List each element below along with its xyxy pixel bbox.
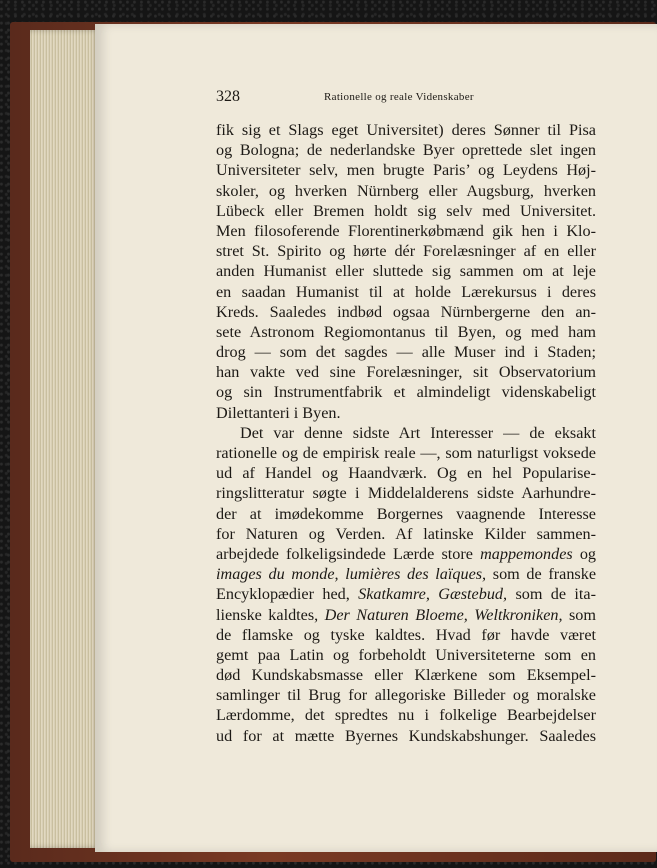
italic-text: images du monde, lumières des laïques, — [216, 565, 487, 584]
text-line: Lübeck eller Bremen holdt sig selv med Universitet. — [216, 201, 596, 220]
text-span: Encyklopædier hed, — [216, 585, 359, 604]
text-line: ud for at mætte Byernes Kundskabshunger. Saaledes — [216, 726, 596, 745]
text-line: drog — som det sagdes — alle Muser ind i Staden; — [216, 343, 596, 362]
text-line: ud af Handel og Haandværk. Og en hel Popularise- — [216, 464, 596, 483]
body-text — [216, 120, 596, 746]
paragraph — [216, 423, 596, 746]
text-line: skoler, og hverken Nürnberg eller Augsburg, hverken — [216, 181, 596, 200]
text-line: de flamske og tyske kaldtes. Hvad før havde været — [216, 625, 596, 644]
italic-text: Skatkamre, Gæstebud, — [358, 585, 508, 604]
page-header — [216, 88, 596, 108]
italic-text: Der Naturen Bloeme, Weltkroniken, — [324, 605, 563, 624]
text-line: Men filosoferende Florentinerkøbmænd gik hen i Klo- — [216, 221, 596, 240]
text-line: død Kundskabsmasse eller Klærkene som Eksempel- — [216, 666, 596, 685]
text-span: og — [572, 544, 597, 563]
text-line: fik sig et Slags eget Universitet) deres Sønner til Pisa — [216, 121, 596, 139]
text-line — [216, 564, 596, 584]
text-line: Lærdomme, det spredtes nu i folkelige Bearbejdelser — [216, 706, 596, 725]
italic-text: mappemondes — [480, 544, 573, 563]
text-line: og sin Instrumentfabrik et almindeligt videnskabeligt — [216, 383, 596, 402]
text-line: for Naturen og Verden. Af latinske Kilder sammen- — [216, 524, 596, 543]
text-line: gemt paa Latin og forbeholdt Universiteterne som en — [216, 645, 596, 664]
text-span: arbejdede folkeligsindede Lærde store — [216, 544, 481, 563]
page-edges — [30, 30, 100, 848]
text-line: han vakte ved sine Forelæsninger, sit Observatorium — [216, 363, 596, 382]
text-line: Det var denne sidste Art Interesser — de eksakt — [240, 423, 596, 442]
running-head: Rationelle og reale Videnskaber — [324, 91, 474, 103]
text-line: en saadan Humanist til at holde Lærekursus i deres — [216, 282, 596, 301]
paragraph — [216, 120, 596, 423]
text-span: lienske kaldtes, — [216, 605, 325, 624]
text-line: der at imødekomme Borgernes vaagnende Interesse — [216, 504, 596, 523]
text-span: som de franske — [486, 565, 597, 584]
text-line: Kreds. Saaledes indbød ogsaa Nürnbergerne den an- — [216, 302, 596, 321]
text-span: som de ita- — [507, 585, 596, 604]
text-line: anden Humanist eller sluttede sig sammen om at leje — [216, 262, 596, 281]
text-line — [216, 584, 596, 604]
text-line: og Bologna; de nederlandske Byer oprettede slet ingen — [216, 141, 596, 160]
page-number: 328 — [216, 88, 240, 105]
text-span: som — [562, 605, 596, 624]
text-line: Universiteter selv, men brugte Paris’ og Leydens Høj- — [216, 161, 596, 180]
text-line — [216, 605, 596, 625]
text-line: sete Astronom Regiomontanus til Byen, og med ham — [216, 322, 596, 341]
text-line: ringslitteratur søgte i Middelalderens sidste Aarhundre- — [216, 484, 596, 503]
text-line: stret St. Spirito og hørte dér Forelæsninger af en eller — [216, 242, 596, 261]
text-line: samlinger til Brug for allegoriske Billeder og moralske — [216, 686, 596, 705]
text-line: Dilettanteri i Byen. — [216, 403, 341, 422]
text-line: rationelle og de empirisk reale —, som naturligst voksede — [216, 444, 596, 462]
text-line — [216, 544, 596, 564]
